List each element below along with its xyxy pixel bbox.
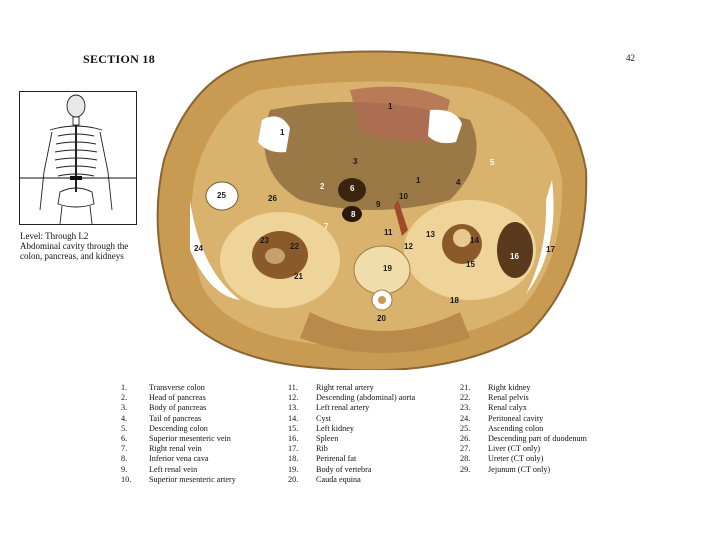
legend-number: 14. (288, 413, 299, 423)
legend-text: Head of pancreas (149, 393, 206, 403)
figure-label: 15 (466, 260, 475, 269)
legend-item (460, 424, 587, 434)
legend-number: 17. (288, 444, 299, 454)
legend-text: Right renal artery (316, 383, 374, 392)
legend-text: Rib (316, 444, 328, 454)
legend-number: 23. (460, 403, 471, 413)
legend-text: Renal pelvis (488, 393, 529, 403)
figure-label: 25 (217, 191, 226, 200)
legend-item (121, 414, 236, 424)
legend-text: Descending colon (149, 423, 208, 433)
legend-number: 7. (121, 444, 128, 454)
legend-number: 3. (121, 403, 128, 413)
legend-item (121, 434, 236, 444)
legend-number: 22. (460, 393, 471, 403)
section-title: SECTION 18 (83, 52, 156, 66)
legend-number: 10. (121, 474, 132, 484)
figure-label: 16 (510, 252, 519, 261)
legend-text: Descending (abdominal) aorta (316, 393, 416, 403)
legend-text: Renal calyx (488, 403, 527, 413)
legend-number: 5. (121, 423, 128, 433)
figure-label: 1 (280, 128, 285, 137)
legend-item (288, 454, 415, 464)
legend-number: 4. (121, 413, 128, 423)
figure-label: 17 (546, 245, 555, 254)
legend-number: 24. (460, 413, 471, 423)
legend-column-2 (288, 383, 415, 485)
legend-text: Transverse colon (149, 383, 205, 392)
legend-item (121, 454, 236, 464)
legend-item (288, 383, 415, 393)
legend-item (288, 465, 415, 475)
legend-item (121, 475, 236, 485)
legend-number: 2. (121, 393, 128, 403)
legend-text: Ureter (CT only) (488, 454, 544, 464)
legend-number: 8. (121, 454, 128, 464)
legend-number: 13. (288, 403, 299, 413)
legend-text: Spleen (316, 434, 339, 444)
legend-item (288, 444, 415, 454)
figure-label: 22 (290, 242, 299, 251)
legend-number: 29. (460, 464, 471, 474)
legend-item (460, 454, 587, 464)
legend-number: 19. (288, 464, 299, 474)
legend-item (121, 403, 236, 413)
figure-label: 7 (324, 222, 329, 231)
figure-label: 26 (268, 194, 277, 203)
legend-number: 16. (288, 434, 299, 444)
level-caption-line: colon, pancreas, and kidneys (20, 251, 124, 261)
legend-text: Ascending colon (488, 423, 544, 433)
legend-text: Jejunum (CT only) (488, 464, 551, 474)
figure-label: 6 (350, 184, 355, 193)
legend-item (460, 383, 587, 393)
legend-number: 15. (288, 423, 299, 433)
legend-column-3 (460, 383, 587, 475)
legend-item (288, 424, 415, 434)
cross-section-image (150, 50, 590, 370)
skeleton-icon (20, 92, 136, 224)
figure-label: 1 (416, 176, 421, 185)
legend-number: 28. (460, 454, 471, 464)
legend-number: 12. (288, 393, 299, 403)
legend-item (460, 465, 587, 475)
legend-item (288, 414, 415, 424)
legend-number: 18. (288, 454, 299, 464)
legend-text: Cyst (316, 413, 332, 423)
legend-text: Tail of pancreas (149, 413, 202, 423)
figure-label: 5 (490, 158, 495, 167)
figure-label: 1 (388, 102, 393, 111)
legend-item (460, 403, 587, 413)
figure-label: 4 (456, 178, 461, 187)
legend-text: Cauda equina (316, 474, 361, 484)
legend-text: Inferior vena cava (149, 454, 209, 464)
figure-label: 21 (294, 272, 303, 281)
level-caption-line: Abdominal cavity through the (20, 241, 129, 251)
legend-text: Body of vertebra (316, 464, 372, 474)
figure-label: 13 (426, 230, 435, 239)
legend-number: 21. (460, 383, 471, 392)
figure-label: 23 (260, 236, 269, 245)
legend-text: Left renal artery (316, 403, 370, 413)
figure-label: 19 (383, 264, 392, 273)
legend-text: Perirenal fat (316, 454, 357, 464)
figure-label: 10 (399, 192, 408, 201)
page-number: 42 (626, 53, 635, 63)
legend-text: Superior mesenteric artery (149, 474, 236, 484)
legend-item (460, 444, 587, 454)
legend-number: 1. (121, 383, 128, 392)
level-caption (20, 231, 145, 261)
legend-number: 26. (460, 434, 471, 444)
figure-label: 18 (450, 296, 459, 305)
legend-text: Descending part of duodenum (488, 434, 587, 444)
legend-text: Superior mesenteric vein (149, 434, 231, 444)
legend-number: 11. (288, 383, 298, 392)
figure-label: 14 (470, 236, 479, 245)
legend-item (460, 393, 587, 403)
legend-item (288, 403, 415, 413)
level-caption-line: Level: Through L2 (20, 231, 89, 241)
legend-item (121, 444, 236, 454)
legend-text: Liver (CT only) (488, 444, 541, 454)
legend-item (121, 383, 236, 393)
figure-label: 8 (351, 210, 356, 219)
skeleton-level-thumbnail (19, 91, 137, 225)
legend-item (121, 424, 236, 434)
legend-number: 9. (121, 464, 128, 474)
legend-item (121, 393, 236, 403)
figure-label: 3 (353, 157, 358, 166)
legend-text: Body of pancreas (149, 403, 207, 413)
legend-text: Peritoneal cavity (488, 413, 544, 423)
legend-item (460, 414, 587, 424)
legend-text: Right renal vein (149, 444, 202, 454)
figure-label: 11 (384, 228, 393, 237)
figure-label: 24 (194, 244, 203, 253)
legend-item (288, 434, 415, 444)
legend-item (121, 465, 236, 475)
legend-item (288, 475, 415, 485)
figure-label: 12 (404, 242, 413, 251)
legend-number: 20. (288, 474, 299, 484)
figure-label: 9 (376, 200, 381, 209)
legend-text: Left renal vein (149, 464, 198, 474)
legend-number: 27. (460, 444, 471, 454)
legend-number: 25. (460, 423, 471, 433)
legend-item (460, 434, 587, 444)
figure-label: 2 (320, 182, 325, 191)
figure-label: 20 (377, 314, 386, 323)
legend-number: 6. (121, 434, 128, 444)
legend-text: Left kidney (316, 423, 354, 433)
legend-text: Right kidney (488, 383, 531, 392)
legend-column-1 (121, 383, 236, 485)
legend-item (288, 393, 415, 403)
